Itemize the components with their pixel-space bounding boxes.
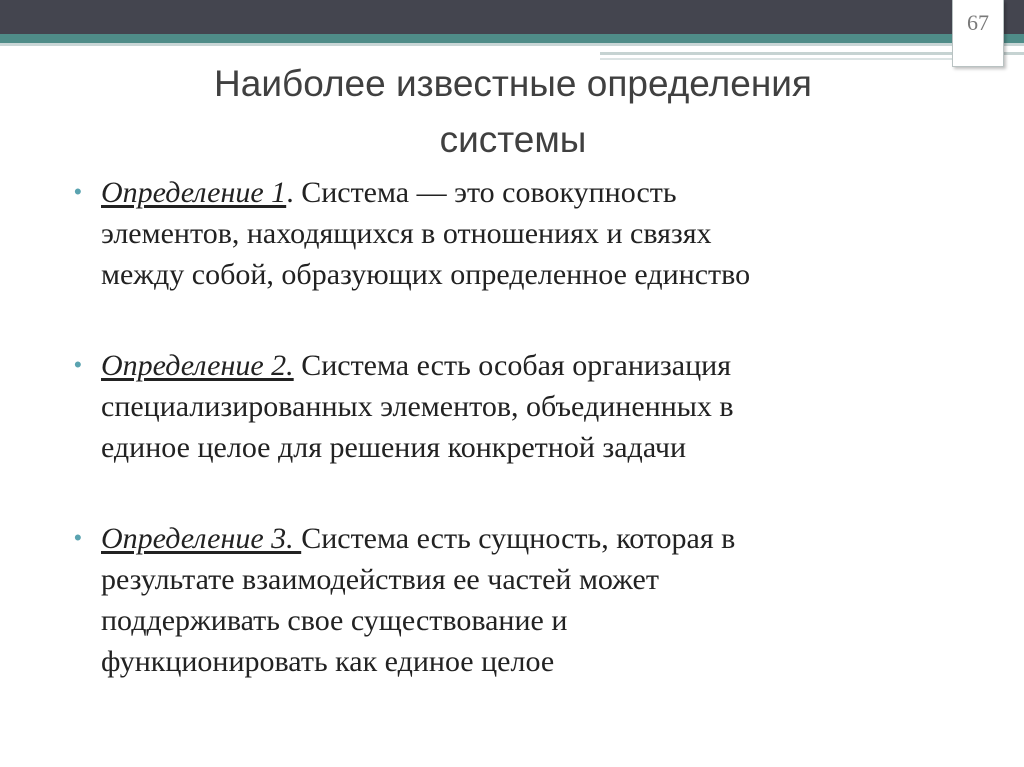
bullet-dot-icon: •	[74, 352, 82, 377]
definition-item-1	[74, 172, 921, 295]
definition-item-3	[74, 518, 921, 682]
bullet-dot-icon: •	[74, 525, 82, 550]
definition-line: между собой, образующих определенное единство	[101, 258, 751, 291]
definition-line: единое целое для решения конкретной задачи	[101, 431, 687, 464]
bullet-dot-icon: •	[74, 179, 82, 204]
definition-text-2	[101, 345, 921, 468]
definition-line: специализированных элементов, объединенных в	[101, 390, 734, 423]
header-band-dark	[0, 0, 1024, 34]
definition-term-1: Определение 1	[101, 176, 287, 209]
definition-line: результате взаимодействия ее частей может	[101, 563, 659, 596]
definition-line: поддерживать свое существование и	[101, 604, 568, 637]
definition-line: элементов, находящихся в отношениях и связях	[101, 217, 712, 250]
slide-title-line-2: системы	[439, 119, 587, 160]
definition-lead-2: Система есть особая организация	[293, 349, 732, 382]
definition-text-1	[101, 172, 921, 295]
definition-item-2	[74, 345, 921, 468]
definition-line: функционировать как единое целое	[101, 645, 555, 678]
definition-term-3: Определение 3.	[101, 522, 302, 555]
slide-title	[80, 56, 946, 168]
page-number-tab	[952, 0, 1004, 67]
definition-text-3	[101, 518, 921, 682]
header-stripe	[0, 43, 1024, 46]
slide-title-line-1: Наиболее известные определения	[214, 63, 812, 104]
definition-term-2: Определение 2.	[101, 349, 294, 382]
definition-lead-3: Система есть сущность, которая в	[301, 522, 736, 555]
definition-lead-1: . Система — это совокупность	[286, 176, 677, 209]
page-number: 67	[967, 10, 989, 35]
header-band-teal	[0, 34, 1024, 43]
